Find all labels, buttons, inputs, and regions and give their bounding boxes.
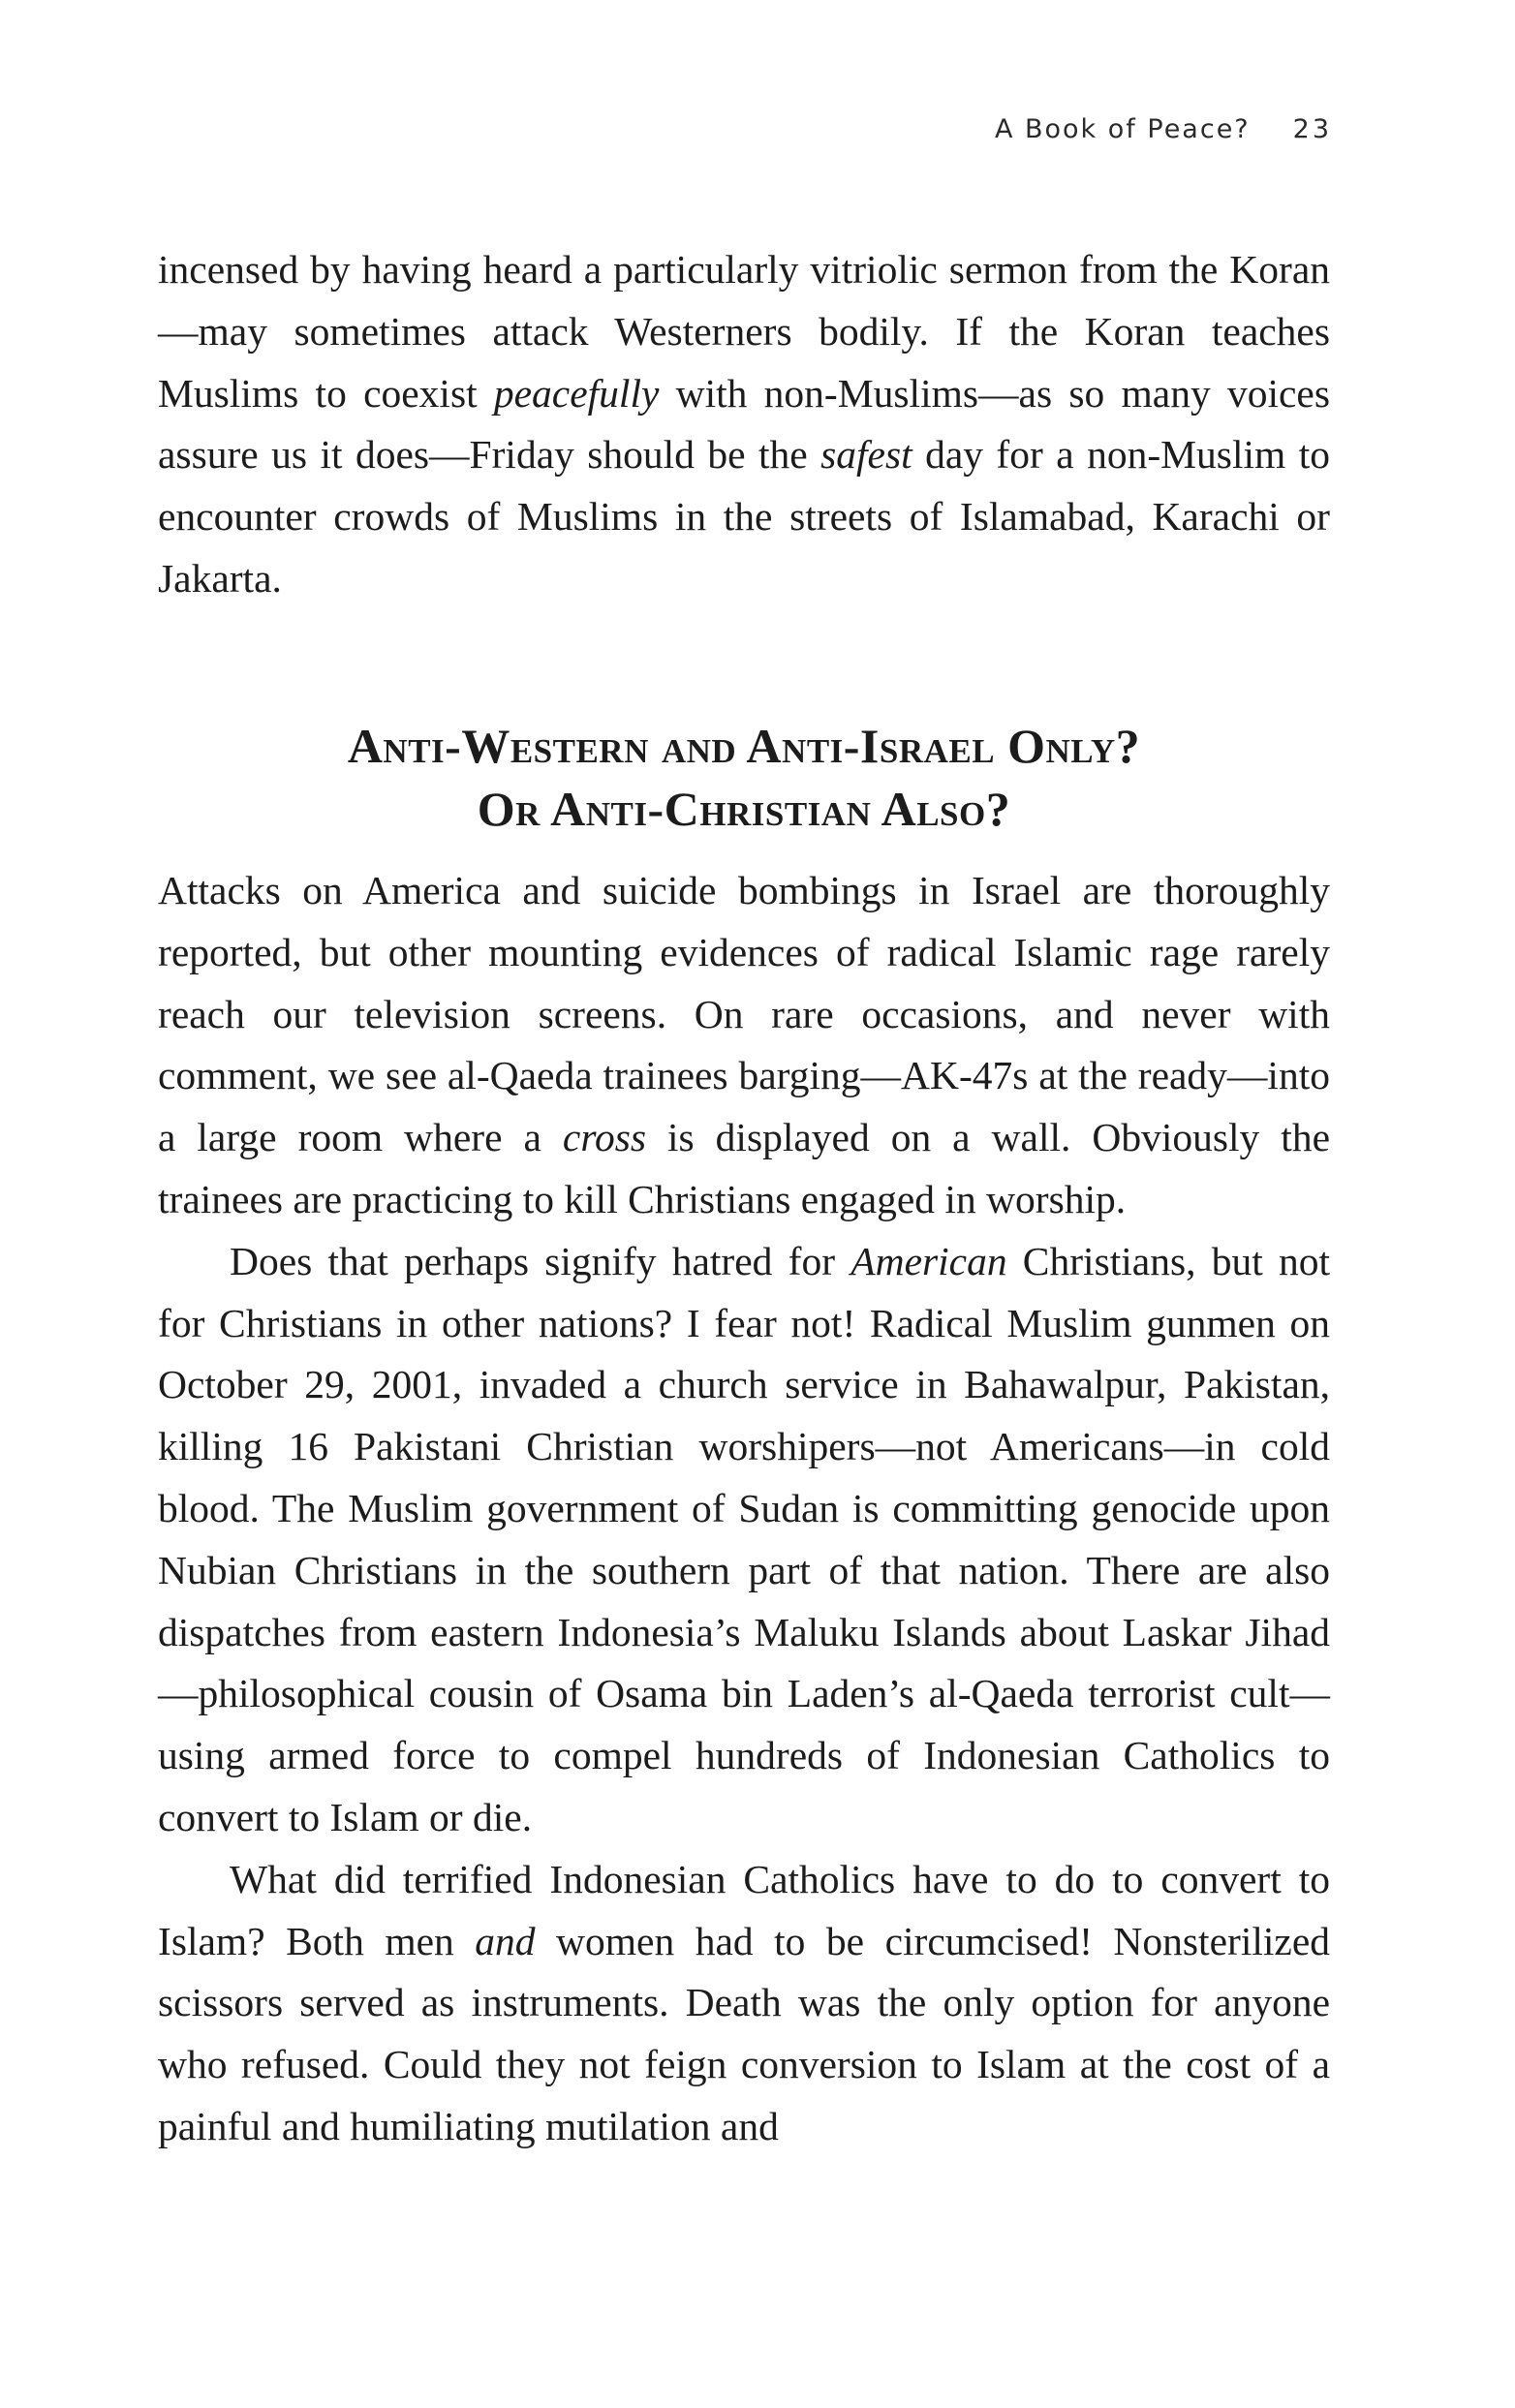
emphasis-text: cross [562, 1115, 647, 1160]
running-head-title: A Book of Peace? [994, 114, 1251, 144]
paragraph [158, 1231, 1330, 1849]
paragraph-text: women had to be circumcised! Nonsterilized scissors served as instruments. Death was the only option for anyone who refused. Could they not feign conversion to Islam at the cost of a painful and humiliating mutilation and [158, 1918, 1330, 2148]
paragraph [158, 1849, 1330, 2158]
paragraph-text: is displayed on a wall. Obviously the trainees are practicing to kill Christians engaged in worship. [158, 1115, 1330, 1221]
paragraph-text: Attacks on America and suicide bombings in Israel are thoroughly reported, but other mounting evidences of radical Islamic rage rarely reach our television screens. On rare occasions, and never with comment, we see al-Qaeda trainees barging—AK-47s at the ready—into a large room where a [158, 868, 1330, 1160]
emphasis-text: and [475, 1918, 536, 1963]
emphasis-text: American [850, 1238, 1007, 1283]
section-heading-line-2: Or Anti-Christian Also? [477, 782, 1011, 836]
section-heading [158, 715, 1330, 841]
emphasis-text: safest [820, 432, 912, 478]
emphasis-text: peacefully [493, 370, 660, 416]
paragraph-text: incensed by having heard a particularly vitriolic sermon from the Koran—may sometimes attack Westerners bodily. If the Koran teaches Muslims to coexist [158, 247, 1330, 416]
paragraph-text: day for a non-Muslim to encounter crowds of Muslims in the streets of Islamabad, Karachi or Jakarta. [158, 432, 1330, 601]
paragraph-continuation [158, 239, 1330, 610]
paragraph [158, 860, 1330, 1231]
paragraph-text: What did terrified Indonesian Catholics have to do to convert to Islam? Both men [158, 1856, 1330, 1963]
running-header [995, 114, 1332, 144]
paragraph-text: Christians, but not for Christians in other nations? I fear not! Radical Muslim gunmen on October 29, 2001, invaded a church service in Bahawalpur, Pakistan, killing 16 Pakistani Christian worshipers—not Americans—in cold blood. The Muslim government of Sudan is committing genocide upon Nubian Christians in the southern part of that nation. There are also dispatches from eastern Indonesia’s Maluku Islands about Laskar Jihad—philosophical cousin of Osama bin Laden’s al-Qaeda terrorist cult—using armed force to compel hundreds of Indonesian Catholics to convert to Islam or die. [158, 1238, 1330, 1839]
text-block-main [158, 860, 1330, 2158]
page-number: 23 [1292, 114, 1332, 144]
paragraph-text: Does that perhaps signify hatred for [230, 1238, 851, 1283]
paragraph-text: with non-Muslims—as so many voices assure us it does—Friday should be the [158, 370, 1330, 478]
text-block-top [158, 239, 1330, 610]
section-heading-line-1: Anti-Western and Anti-Israel Only? [347, 719, 1141, 773]
